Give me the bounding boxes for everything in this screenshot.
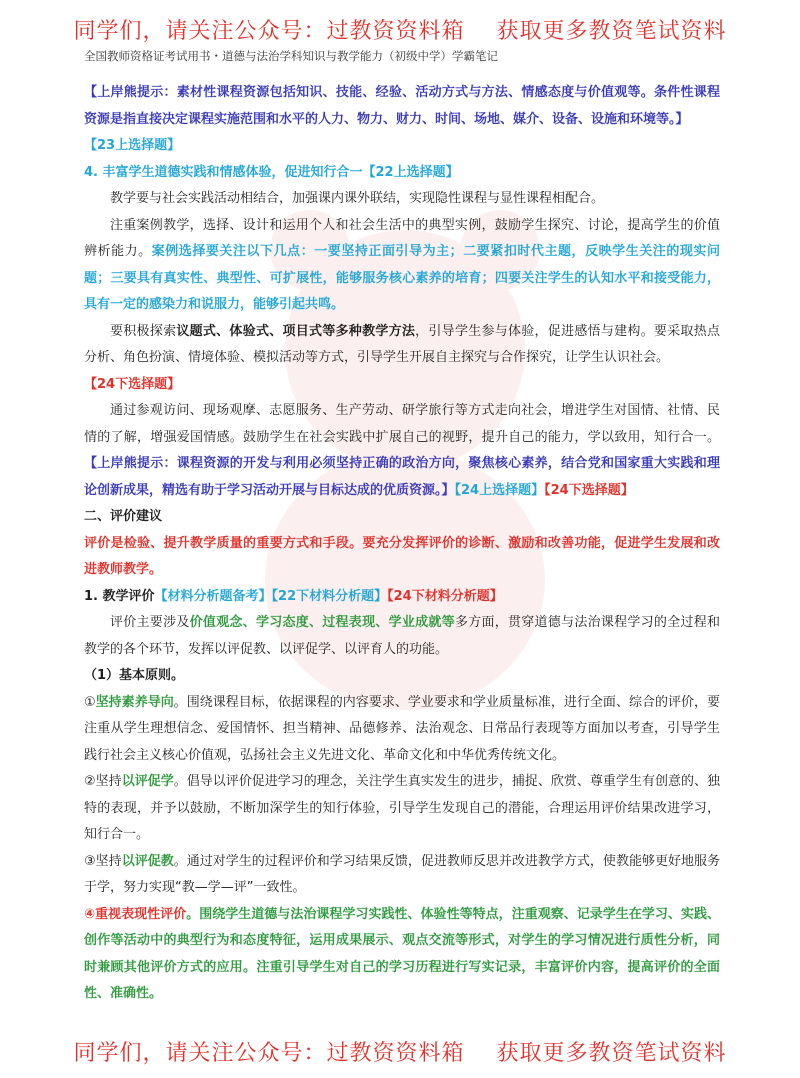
principle-number: ④	[84, 906, 96, 922]
paragraph-social-practice	[84, 398, 720, 504]
principle-text: 。围绕课程目标，依据课程的内容要求、学业要求和学业质量标准，进行全面、综合的评价，要注重从学生理想信念、爱国情怀、担当精神、品德修养、法治观念、日常品行表现等方面加以考查，引导学生践行社会主义核心价值观，弘扬社会主义先进文化、革命文化和中华优秀传统文化。	[84, 694, 720, 763]
paragraph-methods	[84, 319, 720, 372]
exam-tag-line	[84, 133, 720, 160]
exam-tag: 【23上选择题】	[84, 138, 181, 153]
tip-text: 【上岸熊提示：课程资源的开发与利用必须坚持正确的政治方向，聚焦核心素养，结合党和国家重大实践和理论创新成果，精选有助于学习活动开展与目标达成的优质资源。】	[84, 456, 720, 498]
highlight-text: 价值观念、学习态度、过程表现、学业成就等	[189, 615, 455, 630]
principle-key: 以评促教	[121, 853, 174, 869]
principle-text: 。通过对学生的过程评价和学习结果反馈，促进教师反思并改进教学方式，使教能够更好地服务于学，努力实现“教—学—评”一致性。	[84, 853, 720, 895]
tip-block-resources	[84, 80, 720, 133]
section-4-title: 4. 丰富学生道德实践和情感体验，促进知行合一	[84, 164, 363, 180]
exam-tag: 【22上选择题】	[362, 164, 459, 180]
page-content	[84, 80, 720, 1008]
principle-text: 。围绕学生道德与法治课程学习实践性、体验性等特点，注重观察、记录学生在学习、实践、创作等活动中的典型行为和态度特征，运用成果展示、观点交流等形式，对学生的学习情况进行质性分析，同时兼顾其他评价方式的应用。注重引导学生对自己的学习历程进行写实记录，丰富评价内容，提高评价的全面性、准确性。	[84, 906, 720, 1001]
paragraph-text: 通过参观访问、现场观摩、志愿服务、生产劳动、研学旅行等方式走向社会，增进学生对国情、社情、民情的了解，增强爱国情感。鼓励学生在社会实践中扩展自己的视野，提升自己的能力，学以致用，知行合一。	[84, 403, 720, 445]
exam-tag: 【材料分析题备考】	[154, 588, 272, 604]
principle-number: ③坚持	[84, 853, 122, 869]
bold-text: 议题式、体验式、项目式等多种教学方法	[176, 323, 416, 339]
subsection-title: 1. 教学评价	[84, 588, 155, 604]
tip-text: 【上岸熊提示：素材性课程资源包括知识、技能、经验、活动方式与方法、情感态度与价值观等。条件性课程资源是指直接决定课程实施范围和水平的人力、物力、财力、时间、场地、媒介、设备、设施和环境等。】	[84, 85, 720, 127]
exam-tag: 【22下材料分析题】	[271, 588, 388, 604]
principle-item	[84, 902, 720, 1008]
principles-heading: （1）基本原则。	[84, 668, 185, 683]
principle-key: 重视表现性评价	[95, 906, 187, 922]
principle-item	[84, 769, 720, 849]
highlight-text: 案例选择要关注以下几点：一要坚持正面引导为主；二要紧扣时代主题，反映学生关注的现实问题；三要具有真实性、典型性、可扩展性，能够服务核心素养的培育；四要关注学生的认知水平和接受能力，具有一定的感染力和说服力，能够引起共鸣。	[84, 244, 720, 312]
section-2-heading: 二、评价建议	[84, 509, 163, 524]
paragraph-text: 注重案例教学，选择、设计和运用个人和社会生活中的典型实例，鼓励学生探究、讨论，提高学生的价值辨析能力。	[84, 217, 720, 259]
paragraph-text: 评价主要涉及	[110, 615, 190, 630]
paragraph-text: 要积极探索	[110, 323, 177, 339]
exam-tag: 【24下材料分析题】	[387, 588, 503, 604]
exam-tag: 【24上选择题】	[454, 482, 545, 498]
principle-number: ②坚持	[84, 774, 122, 789]
principle-key: 坚持素养导向	[95, 694, 174, 710]
promo-banner-top: 同学们，请关注公众号：过教资资料箱 获取更多教资笔试资料	[73, 19, 727, 44]
paragraph-text: 多方面，贯穿道德与法治课程学习的全过程和教学的各个环节，发挥以评促教、以评促学、以评育人的功能。	[84, 615, 720, 657]
subsection-1-heading	[84, 584, 720, 611]
paragraph-evaluation-scope	[84, 610, 720, 663]
exam-tag-line	[84, 372, 720, 399]
principle-number: ①	[84, 694, 96, 710]
principle-key: 以评促学	[121, 774, 174, 789]
paragraph: 教学要与社会实践活动相结合，加强课内课外联结，实现隐性课程与显性课程相配合。	[110, 191, 605, 206]
book-subtitle: 全国教师资格证考试用书・道德与法治学科知识与教学能力（初级中学）学霸笔记	[84, 49, 498, 63]
section-4-heading	[84, 160, 720, 187]
exam-tag: 【24下选择题】	[544, 482, 634, 498]
paragraph-case-teaching	[84, 213, 720, 319]
principle-text: 。倡导以评价促进学习的理念，关注学生真实发生的进步，捕捉、欣赏、尊重学生有创意的、独特的表现，并予以鼓励，不断加深学生的知行体验，引导学生发现自己的潜能，合理运用评价结果改进学习，知行合一。	[84, 774, 720, 842]
principle-item	[84, 690, 720, 770]
paragraph-text: ，引导学生参与体验，促进感悟与建构。要采取热点分析、角色扮演、情境体验、模拟活动等方式，引导学生开展自主探究与合作探究，让学生认识社会。	[84, 323, 720, 365]
promo-banner-bottom: 同学们，请关注公众号：过教资资料箱 获取更多教资笔试资料	[73, 1041, 727, 1066]
exam-tag: 【24下选择题】	[84, 376, 181, 392]
principle-item	[84, 849, 720, 902]
section-2-lead: 评价是检验、提升教学质量的重要方式和手段。要充分发挥评价的诊断、激励和改善功能，促进学生发展和改进教师教学。	[84, 535, 720, 577]
